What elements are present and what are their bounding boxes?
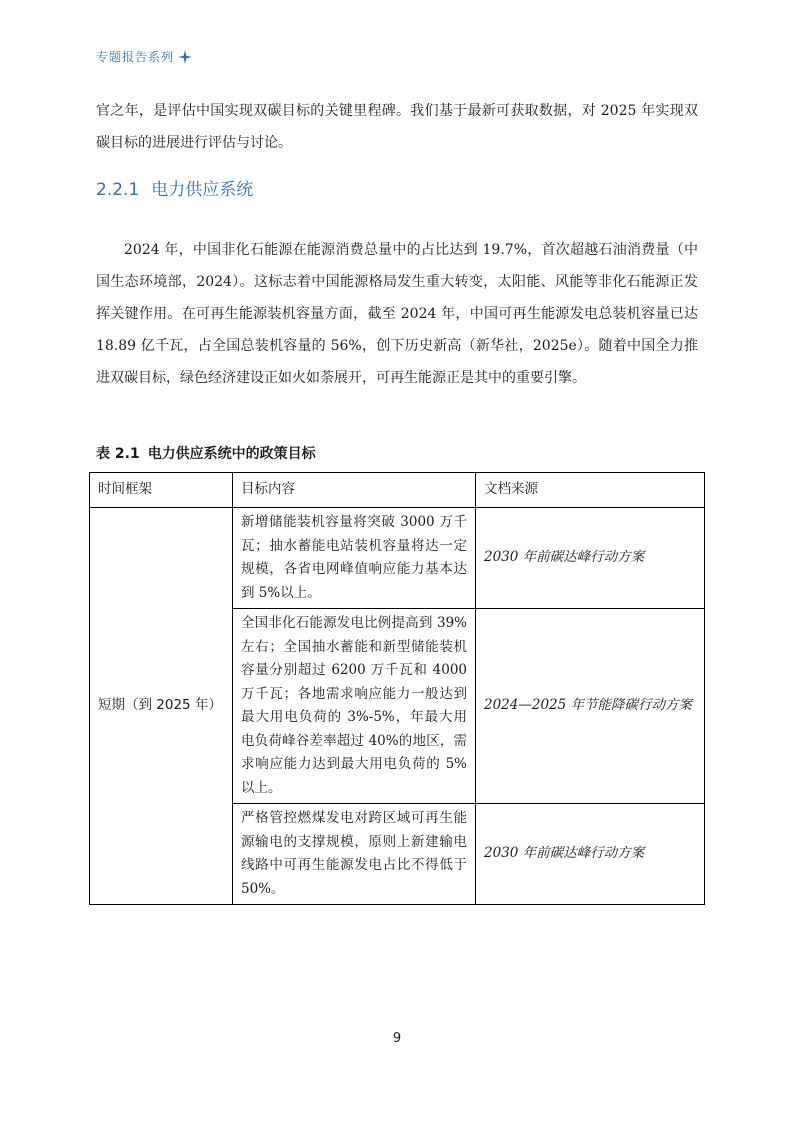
table-caption <box>96 443 316 463</box>
table-row <box>90 508 705 609</box>
table-caption-number: 表 2.1 <box>96 446 140 462</box>
section-number: 2.2.1 <box>96 180 140 200</box>
section-title: 电力供应系统 <box>151 180 254 200</box>
sparkle-star-icon <box>178 50 192 64</box>
document-source-cell: 2024—2025 年节能降碳行动方案 <box>476 609 705 804</box>
table-header-row <box>90 473 705 508</box>
target-content-cell: 全国非化石能源发电比例提高到 39%左右；全国抽水蓄能和新型储能装机容量分别超过 6200 万千瓦和 4000 万千瓦；各地需求响应能力一般达到最大用电负荷的 3%-5%，年最大用电负荷峰谷差率超过 40%的地区，需求响应能力达到最大用电负荷的 5%以上。 <box>233 609 476 804</box>
header-time-frame: 时间框架 <box>90 473 233 508</box>
series-label: 专题报告系列 <box>96 50 175 64</box>
document-source-cell: 2030 年前碳达峰行动方案 <box>476 804 705 905</box>
header-target-content: 目标内容 <box>233 473 476 508</box>
report-series-header <box>96 48 192 65</box>
table-caption-title: 电力供应系统中的政策目标 <box>147 446 316 462</box>
time-frame-cell: 短期（到 2025 年） <box>90 508 233 905</box>
header-document-source: 文档来源 <box>476 473 705 508</box>
target-content-cell: 严格管控燃煤发电对跨区域可再生能源输电的支撑规模，原则上新建输电线路中可再生能源发电占比不得低于 50%。 <box>233 804 476 905</box>
intro-paragraph: 官之年，是评估中国实现双碳目标的关键里程碑。我们基于最新可获取数据，对 2025 年实现双碳目标的进展进行评估与讨论。 <box>96 103 698 151</box>
document-source-cell: 2030 年前碳达峰行动方案 <box>476 508 705 609</box>
page-number: 9 <box>392 1031 402 1046</box>
target-content-cell: 新增储能装机容量将突破 3000 万千瓦；抽水蓄能电站装机容量将达一定规模，各省电网峰值响应能力基本达到 5%以上。 <box>233 508 476 609</box>
body-paragraph: 2024 年，中国非化石能源在能源消费总量中的占比达到 19.7%，首次超越石油消费量（中国生态环境部，2024）。这标志着中国能源格局发生重大转变，太阳能、风能等非化石能源正发挥关键作用。在可再生能源装机容量方面，截至 2024 年，中国可再生能源发电总装机容量已达 18.89 亿千瓦，占全国总装机容量的 56%，创下历史新高（新华社，2025e）。随着中国全力推进双碳目标，绿色经济建设正如火如荼展开，可再生能源正是其中的重要引擎。 <box>96 242 698 386</box>
section-heading <box>96 175 253 200</box>
policy-targets-table <box>89 472 705 905</box>
